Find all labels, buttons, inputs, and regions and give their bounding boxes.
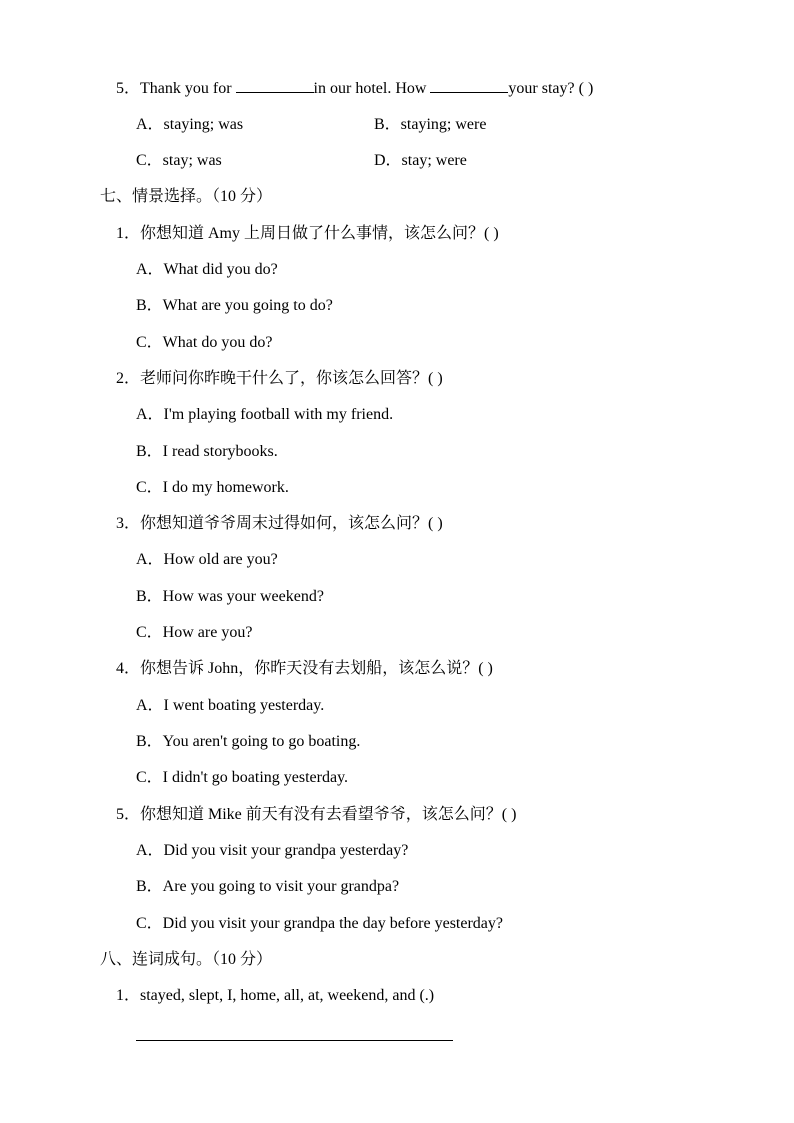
section-7-title: 七、情景选择。（10 分）	[100, 188, 273, 205]
s7-q4-option-c[interactable]: C．I didn't go boating yesterday.	[136, 769, 349, 786]
s7-question-1: 1．你想知道 Amy 上周日做了什么事情，该怎么问？( )	[116, 225, 499, 242]
s7-question-5: 5．你想知道 Mike 前天有没有去看望爷爷，该怎么问？( )	[116, 806, 517, 823]
option-b[interactable]: B．staying; were	[374, 116, 487, 133]
question-5-prev	[116, 78, 593, 99]
s7-q3-option-b[interactable]: B．How was your weekend?	[136, 588, 324, 605]
s7-q2-option-c[interactable]: C．I do my homework.	[136, 479, 289, 496]
blank-2[interactable]	[430, 78, 508, 93]
question-text-part1: Thank you for	[140, 80, 236, 97]
s7-q5-option-a[interactable]: A．Did you visit your grandpa yesterday?	[136, 842, 409, 859]
s7-q5-option-b[interactable]: B．Are you going to visit your grandpa?	[136, 878, 400, 895]
blank-1[interactable]	[236, 78, 314, 93]
s7-q3-option-c[interactable]: C．How are you?	[136, 624, 253, 641]
question-number: 5．	[116, 80, 141, 97]
s7-q2-option-b[interactable]: B．I read storybooks.	[136, 443, 278, 460]
s7-q3-option-a[interactable]: A．How old are you?	[136, 551, 278, 568]
s7-q2-option-a[interactable]: A．I'm playing football with my friend.	[136, 406, 394, 423]
question-text-part2: in our hotel. How	[313, 80, 431, 97]
s7-q4-option-b[interactable]: B．You aren't going to go boating.	[136, 733, 361, 750]
answer-line[interactable]	[136, 1040, 453, 1041]
s7-question-2: 2．老师问你昨晚干什么了，你该怎么回答？( )	[116, 370, 443, 387]
option-d[interactable]: D．stay; were	[374, 152, 467, 169]
s7-q4-option-a[interactable]: A．I went boating yesterday.	[136, 697, 325, 714]
question-text-part3: your stay? ( )	[508, 80, 594, 97]
s7-q1-option-a[interactable]: A．What did you do?	[136, 261, 278, 278]
s7-q5-option-c[interactable]: C．Did you visit your grandpa the day before yesterday?	[136, 915, 504, 932]
s7-question-3: 3．你想知道爷爷周末过得如何，该怎么问？( )	[116, 515, 443, 532]
s7-q1-option-b[interactable]: B．What are you going to do?	[136, 297, 333, 314]
option-a[interactable]: A．staying; was	[136, 116, 244, 133]
s8-question-1: 1．stayed, slept, I, home, all, at, weekend, and (.)	[116, 987, 435, 1004]
s7-q1-option-c[interactable]: C．What do you do?	[136, 334, 273, 351]
section-8-title: 八、连词成句。（10 分）	[100, 951, 273, 968]
s7-question-4: 4．你想告诉 John，你昨天没有去划船，该怎么说？( )	[116, 660, 493, 677]
option-c[interactable]: C．stay; was	[136, 152, 222, 169]
